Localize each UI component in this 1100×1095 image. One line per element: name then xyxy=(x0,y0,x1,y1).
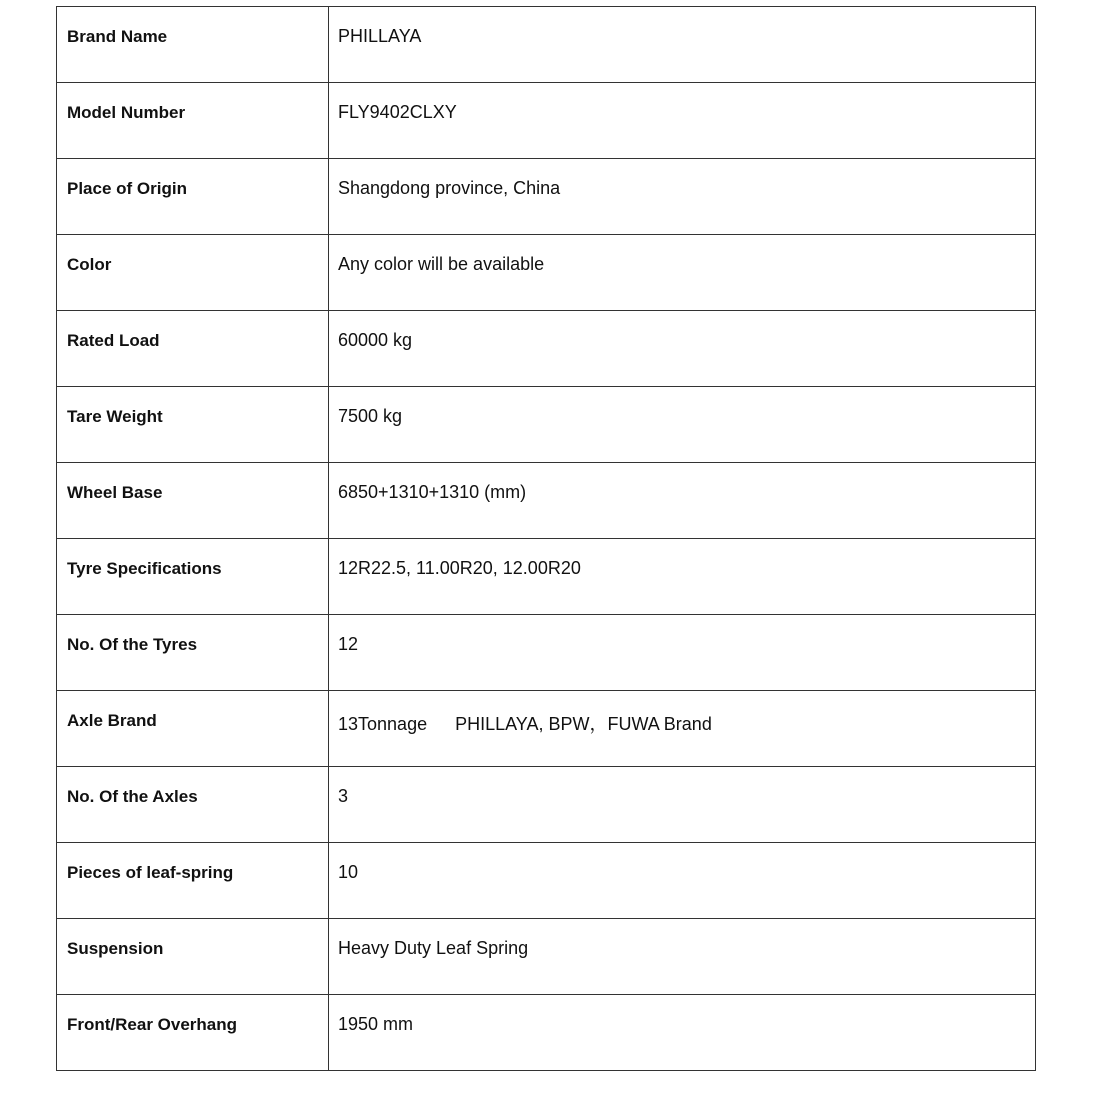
table-row xyxy=(57,235,1036,311)
axle-brands: PHILLAYA, BPW，FUWA Brand xyxy=(455,714,712,734)
spec-label: Axle Brand xyxy=(57,691,329,767)
spec-label: Front/Rear Overhang xyxy=(57,995,329,1071)
spec-value: 3 xyxy=(329,767,1036,843)
table-row xyxy=(57,159,1036,235)
spec-value: 60000 kg xyxy=(329,311,1036,387)
table-row xyxy=(57,843,1036,919)
spec-value: 12 xyxy=(329,615,1036,691)
spec-value: Shangdong province, China xyxy=(329,159,1036,235)
spec-value: Any color will be available xyxy=(329,235,1036,311)
table-row xyxy=(57,83,1036,159)
specification-table xyxy=(56,6,1036,1071)
spec-label: Wheel Base xyxy=(57,463,329,539)
spec-label: Model Number xyxy=(57,83,329,159)
table-row xyxy=(57,767,1036,843)
spec-value: Heavy Duty Leaf Spring xyxy=(329,919,1036,995)
spec-label: Tare Weight xyxy=(57,387,329,463)
table-row xyxy=(57,7,1036,83)
spec-label: Pieces of leaf-spring xyxy=(57,843,329,919)
spec-label: Brand Name xyxy=(57,7,329,83)
spec-label: No. Of the Tyres xyxy=(57,615,329,691)
table-row xyxy=(57,995,1036,1071)
spec-label: Color xyxy=(57,235,329,311)
spec-label: Rated Load xyxy=(57,311,329,387)
spec-value: 1950 mm xyxy=(329,995,1036,1071)
spec-value: FLY9402CLXY xyxy=(329,83,1036,159)
table-row xyxy=(57,539,1036,615)
spec-value: 12R22.5, 11.00R20, 12.00R20 xyxy=(329,539,1036,615)
table-row xyxy=(57,311,1036,387)
spec-label: No. Of the Axles xyxy=(57,767,329,843)
table-row xyxy=(57,463,1036,539)
table-row xyxy=(57,691,1036,767)
table-row xyxy=(57,919,1036,995)
spec-value: PHILLAYA xyxy=(329,7,1036,83)
spec-value: 7500 kg xyxy=(329,387,1036,463)
spec-label: Suspension xyxy=(57,919,329,995)
spec-label: Tyre Specifications xyxy=(57,539,329,615)
spec-value: 10 xyxy=(329,843,1036,919)
spec-value xyxy=(329,691,1036,767)
spec-value: 6850+1310+1310 (mm) xyxy=(329,463,1036,539)
table-row xyxy=(57,615,1036,691)
axle-tonnage: 13Tonnage xyxy=(338,714,428,734)
spec-label: Place of Origin xyxy=(57,159,329,235)
table-row xyxy=(57,387,1036,463)
